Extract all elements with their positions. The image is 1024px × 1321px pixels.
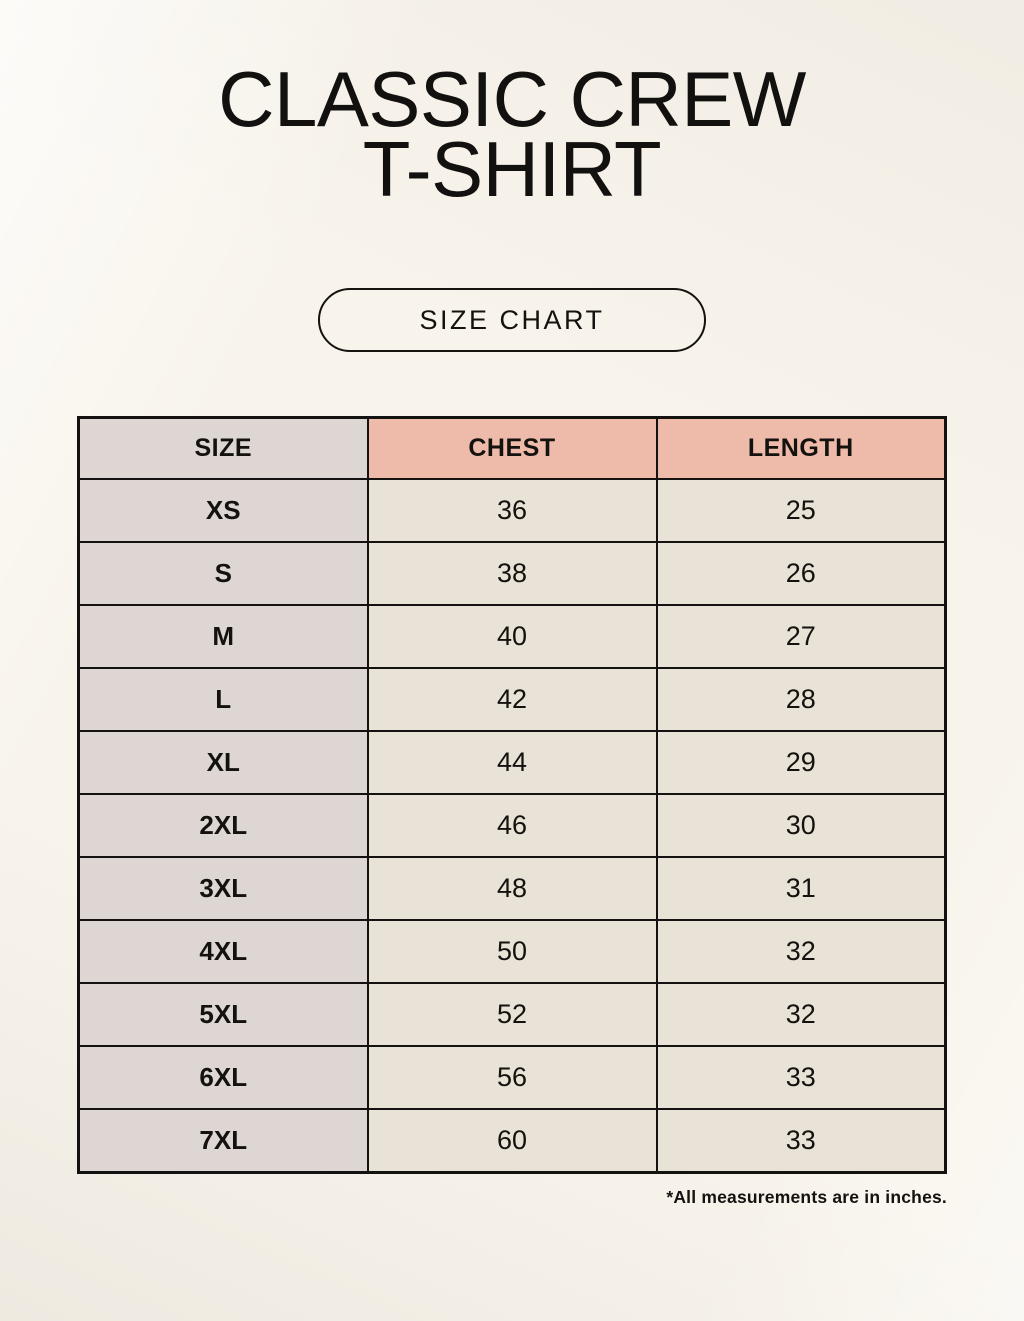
size-cell: XL bbox=[79, 731, 368, 794]
table-row bbox=[79, 1046, 946, 1109]
table-row bbox=[79, 605, 946, 668]
size-chart-badge-label: SIZE CHART bbox=[419, 304, 605, 335]
title-line-2: T-SHIRT bbox=[362, 125, 662, 213]
size-table-header bbox=[79, 418, 946, 480]
length-cell: 25 bbox=[657, 479, 946, 542]
table-row bbox=[79, 731, 946, 794]
length-cell: 26 bbox=[657, 542, 946, 605]
column-header-size: SIZE bbox=[79, 418, 368, 480]
chest-cell: 38 bbox=[368, 542, 657, 605]
size-cell: 6XL bbox=[79, 1046, 368, 1109]
size-cell: M bbox=[79, 605, 368, 668]
chest-cell: 36 bbox=[368, 479, 657, 542]
size-table bbox=[77, 416, 947, 1174]
length-cell: 27 bbox=[657, 605, 946, 668]
table-row bbox=[79, 1109, 946, 1173]
chest-cell: 42 bbox=[368, 668, 657, 731]
table-row bbox=[79, 794, 946, 857]
length-cell: 32 bbox=[657, 920, 946, 983]
size-table-body bbox=[79, 479, 946, 1173]
table-row bbox=[79, 668, 946, 731]
length-cell: 32 bbox=[657, 983, 946, 1046]
table-row bbox=[79, 983, 946, 1046]
title-line-1: CLASSIC CREW bbox=[218, 55, 806, 143]
size-cell: L bbox=[79, 668, 368, 731]
header-row bbox=[79, 418, 946, 480]
size-cell: XS bbox=[79, 479, 368, 542]
size-cell: 5XL bbox=[79, 983, 368, 1046]
length-cell: 30 bbox=[657, 794, 946, 857]
column-header-chest: CHEST bbox=[368, 418, 657, 480]
length-cell: 33 bbox=[657, 1109, 946, 1173]
table-row bbox=[79, 920, 946, 983]
table-row bbox=[79, 479, 946, 542]
size-chart-badge bbox=[318, 288, 706, 352]
chest-cell: 56 bbox=[368, 1046, 657, 1109]
table-row bbox=[79, 857, 946, 920]
page-title bbox=[0, 0, 1024, 213]
length-cell: 29 bbox=[657, 731, 946, 794]
size-cell: 2XL bbox=[79, 794, 368, 857]
size-cell: 3XL bbox=[79, 857, 368, 920]
chest-cell: 40 bbox=[368, 605, 657, 668]
chest-cell: 60 bbox=[368, 1109, 657, 1173]
chest-cell: 44 bbox=[368, 731, 657, 794]
chest-cell: 48 bbox=[368, 857, 657, 920]
chest-cell: 46 bbox=[368, 794, 657, 857]
length-cell: 31 bbox=[657, 857, 946, 920]
size-cell: S bbox=[79, 542, 368, 605]
length-cell: 28 bbox=[657, 668, 946, 731]
length-cell: 33 bbox=[657, 1046, 946, 1109]
size-cell: 4XL bbox=[79, 920, 368, 983]
table-row bbox=[79, 542, 946, 605]
size-cell: 7XL bbox=[79, 1109, 368, 1173]
chest-cell: 52 bbox=[368, 983, 657, 1046]
measurements-note: *All measurements are in inches. bbox=[666, 1187, 947, 1207]
column-header-length: LENGTH bbox=[657, 418, 946, 480]
chest-cell: 50 bbox=[368, 920, 657, 983]
